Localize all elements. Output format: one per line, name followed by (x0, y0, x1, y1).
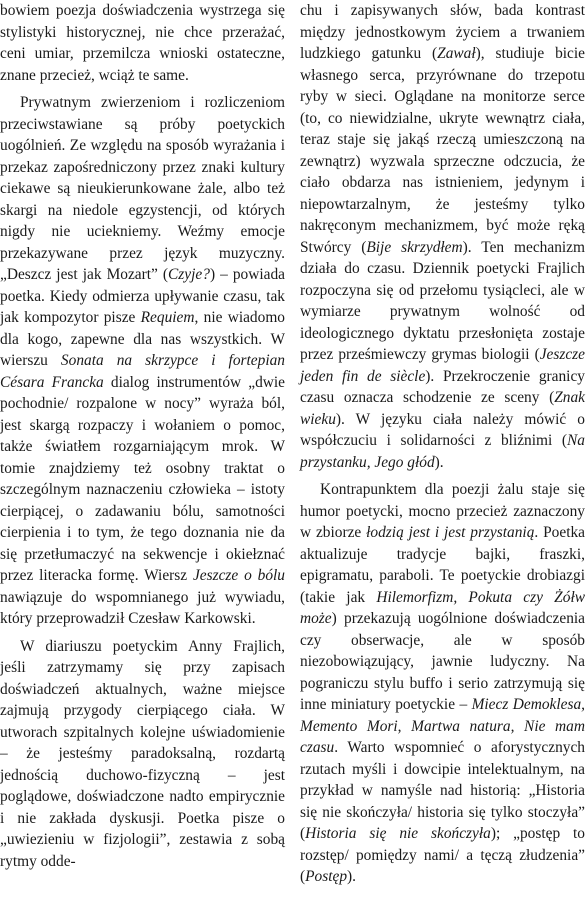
text-run: ). W języku ciała należy mówić o współczuciu i solidarności z bliźnimi ( (300, 410, 585, 449)
text-run: , nie wiadomo dla kogo, zapewne dla nas wszystkich. W wierszu (0, 309, 285, 369)
italic-title: Bije skrzydłem (366, 238, 463, 256)
text-run: . Warto wspomnieć o aforystycznych rzutach myśli i dowcipie intelektualnym, na przykład w namyśle nad historią: „Historia się nie skończyła/ historia się tylko stoczyła” ( (300, 739, 585, 842)
italic-title: łodzią jest i jest przystanią (366, 524, 535, 541)
right-column (300, 0, 585, 888)
italic-title: Historia się nie skończyła (305, 825, 491, 842)
text-run: ). (434, 453, 444, 471)
text-run: Prywatnym zwierzeniom i rozliczeniom przeciwstawiane są próby poetyckich uogólnień. Ze względu na sposób wyrażania i przekaz zapośredniczony przez znaki kultury ciekawe są nieukierunkowane żale, albo też skargi na niedole egzystencji, od których nigdy nie uciekniemy. Weźmy emocje przekazywane przez język muzyczny. „Deszcz jest jak Mozart” ( (0, 94, 285, 283)
paragraph (0, 92, 285, 630)
paragraph (300, 0, 585, 473)
italic-title: Sonata na skrzypce i fortepian Césara Francka (0, 352, 285, 391)
paragraph (0, 636, 285, 873)
italic-title: Miecz Demoklesa, Memento Mori, Martwa natura, Nie mam czasu (300, 696, 585, 756)
text-run: ) przekazują uogólnione doświadczenia czy obserwacje, ale w sposób niezobowiązujący, jawnie ludyczny. Na pograniczu stylu buffo i serio zatrzymują się inne miniatury poetyckie – (300, 610, 585, 713)
text-run: chu i zapisywanych słów, bada kontrast między jednostkowym życiem a trwaniem ludzkiego gatunku ( (300, 2, 585, 62)
text-run: ); „postęp to rozstęp/ pomiędzy nami/ a tęczą złudzenia” ( (300, 825, 585, 885)
italic-title: Postęp (305, 868, 348, 885)
text-run: Kontrapunktem dla poezji żalu staje się humor poetycki, mocno przecież zaznaczony w zbiorze (300, 481, 585, 541)
text-run: . Poetka aktualizuje tradycje bajki, fraszki, epigramatu, paraboli. Te poetyckie drobiazgi (takie jak (300, 524, 585, 606)
paragraph: bowiem poezja doświadczenia wystrzega się stylistyki historycznej, nie chce przerażać, ceni umiar, przemilcza wnioski ostateczne, znane przecież, wciąż te same. (0, 2, 285, 84)
paragraph (300, 479, 585, 888)
italic-title: Znak wieku (300, 389, 585, 428)
italic-title: Zawał (437, 45, 476, 62)
text-run: ). (347, 868, 357, 885)
text-run: ) – powiada poetka. Kiedy odmierza upływanie czasu, tak jak kompozytor pisze (0, 266, 285, 326)
italic-title: Jeszcze o bólu (192, 567, 285, 584)
italic-title: Requiem (140, 309, 195, 326)
text-run: nawiązuje do wspomnianego już wywiadu, który przeprowadził Czesław Karkowski. (0, 588, 285, 627)
text-run: ). Ten mechanizm działa do czasu. Dziennik poetycki Frajlich rozpoczyna się od przełomu tysiącleci, ale w wymiarze prywatnym wolność od ideologicznego dyktatu przesłonięta zostaje przez prześmiewczy grymas biologii ( (300, 238, 585, 363)
left-column (0, 0, 285, 872)
italic-title: Na przystanku, Jego głód (300, 432, 585, 471)
italic-title: Czyje? (168, 266, 210, 283)
italic-title: Hilemorfizm, Pokuta czy Żółw może (300, 588, 585, 627)
text-run: ). Przekroczenie granicy czasu oznacza schodzenie ze sceny ( (300, 367, 585, 406)
text-run: dialog instrumentów „dwie pochodnie/ rozpalone w nocy” wyraża ból, jest skargą rozpaczy i wołaniem o pomoc, także światłem rozgarniającym mrok. W tomie znajdziemy też osobny traktat o szczególnym naznaczeniu człowieka – istoty cierpiącej, o zadawaniu bólu, samotności cierpienia i to tym, że tego doznania nie da się przetłumaczyć na sekwencje i okiełznać przez literacka formę. Wiersz (0, 373, 286, 584)
text-run: W diariuszu poetyckim Anny Frajlich, jeśli zatrzymamy się przy zapisach doświadczeń aktualnych, ważne miejsce zajmują przygody cierpiącego ciała. W utworach szpitalnych kolejne uświadomienie – że jesteśmy paradoksalną, rozdartą jednością duchowo-fizyczną – jest poglądowe, doświadczone nadto empirycznie i nie zakłada dyskusji. Poetka pisze o „uwiezieniu w fizjologii”, zestawia z sobą rytmy odde- (0, 637, 285, 870)
text-run: ), studiuje bicie własnego serca, przyrównane do trzepotu ryby w sieci. Oglądane na monitorze serce (to, co niewidzialne, ukryte wewnątrz ciała, teraz staje się jakąś rzeczą umieszczoną na zewnątrz) wyzwala sprzeczne odczucia, że ciało obdarza nas istnieniem, jedynym i niepowtarzalnym, że jesteśmy tylko nakręconym mechanizmem, być może ręką Stwórcy ( (300, 45, 585, 256)
italic-title: Jeszcze jeden fin de siècle (300, 346, 585, 385)
